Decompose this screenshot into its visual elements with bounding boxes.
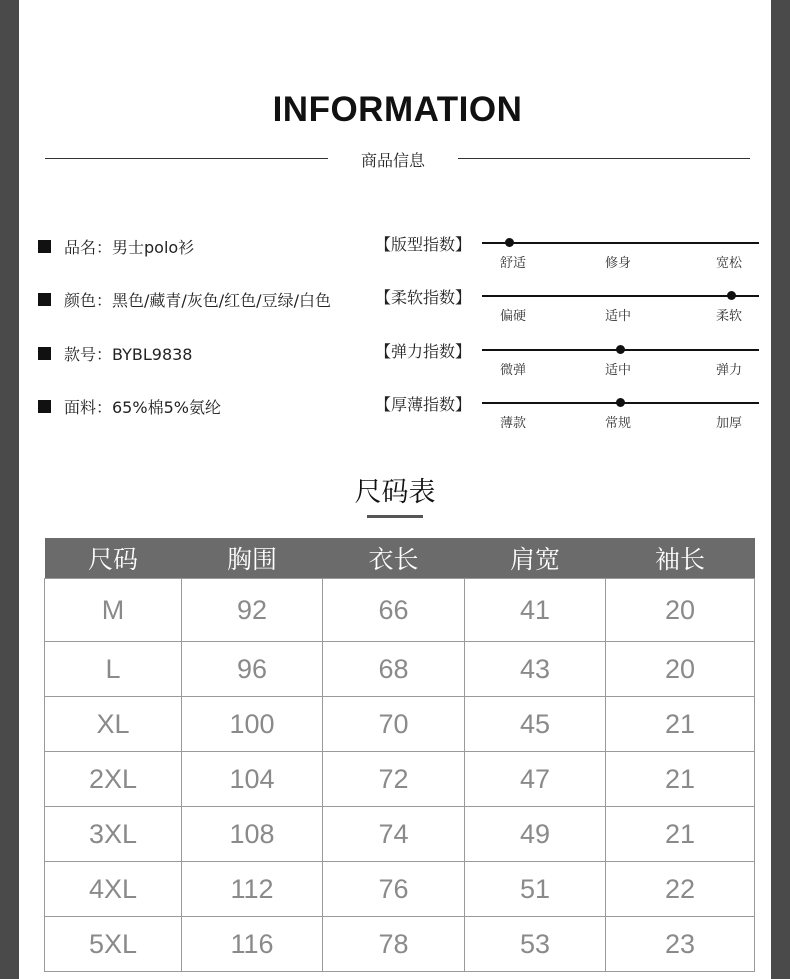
- column-header: 胸围: [182, 538, 323, 579]
- table-row: [45, 917, 755, 972]
- index-thickness: [375, 392, 759, 432]
- table-cell: 100: [182, 697, 323, 752]
- info-label: 品名：男士polo衫: [64, 238, 195, 257]
- table-cell: L: [45, 642, 182, 697]
- table-cell: 22: [606, 862, 755, 917]
- table-row: [45, 697, 755, 752]
- table-row: [45, 752, 755, 807]
- table-cell: 68: [323, 642, 465, 697]
- square-bullet-icon: [38, 240, 51, 253]
- table-cell: XL: [45, 697, 182, 752]
- table-cell: 70: [323, 697, 465, 752]
- index-tick-low: 舒适: [500, 256, 527, 271]
- table-cell: 47: [465, 752, 606, 807]
- subtitle-divider-left: [45, 158, 328, 159]
- column-header: 衣长: [323, 538, 465, 579]
- table-cell: 78: [323, 917, 465, 972]
- table-cell: 66: [323, 579, 465, 642]
- table-cell: 43: [465, 642, 606, 697]
- table-cell: 49: [465, 807, 606, 862]
- index-label: 【厚薄指数】: [375, 395, 472, 414]
- column-header: 尺码: [45, 538, 182, 579]
- subtitle-divider-right: [458, 158, 750, 159]
- table-cell: 74: [323, 807, 465, 862]
- index-tick-low: 微弹: [500, 363, 527, 378]
- index-tick-low: 薄款: [500, 416, 527, 431]
- index-marker: [616, 345, 625, 354]
- table-row: [45, 642, 755, 697]
- table-row: [45, 807, 755, 862]
- table-cell: 21: [606, 807, 755, 862]
- index-marker: [727, 291, 736, 300]
- index-tick-high: 弹力: [716, 363, 743, 378]
- table-cell: 51: [465, 862, 606, 917]
- square-bullet-icon: [38, 347, 51, 360]
- table-cell: 72: [323, 752, 465, 807]
- size-chart-title: 尺码表: [354, 477, 436, 508]
- table-cell: 5XL: [45, 917, 182, 972]
- table-cell: 41: [465, 579, 606, 642]
- index-tick-high: 加厚: [716, 416, 743, 431]
- table-cell: 112: [182, 862, 323, 917]
- size-table-header-row: [45, 538, 755, 579]
- index-tick-mid: 适中: [605, 363, 632, 378]
- square-bullet-icon: [38, 400, 51, 413]
- table-row: [45, 579, 755, 642]
- page-title: INFORMATION: [272, 90, 523, 129]
- index-label: 【柔软指数】: [375, 288, 472, 307]
- size-chart-title-underline: [367, 515, 423, 518]
- index-tick-mid: 修身: [605, 256, 632, 271]
- table-cell: 116: [182, 917, 323, 972]
- index-label: 【版型指数】: [375, 235, 472, 254]
- square-bullet-icon: [38, 293, 51, 306]
- product-info-page: [19, 0, 771, 979]
- index-tick-high: 宽松: [716, 256, 743, 271]
- table-cell: 96: [182, 642, 323, 697]
- table-cell: 104: [182, 752, 323, 807]
- index-scale-line: [482, 295, 759, 297]
- column-header: 袖长: [606, 538, 755, 579]
- table-cell: 23: [606, 917, 755, 972]
- table-cell: 4XL: [45, 862, 182, 917]
- table-cell: M: [45, 579, 182, 642]
- info-label: 颜色：黑色/藏青/灰色/红色/豆绿/白色: [64, 291, 331, 310]
- table-cell: 21: [606, 697, 755, 752]
- table-cell: 3XL: [45, 807, 182, 862]
- table-row: [45, 862, 755, 917]
- table-cell: 92: [182, 579, 323, 642]
- index-fit: [375, 232, 759, 272]
- index-marker: [616, 398, 625, 407]
- index-softness: [375, 285, 759, 325]
- table-cell: 45: [465, 697, 606, 752]
- table-cell: 108: [182, 807, 323, 862]
- index-tick-low: 偏硬: [500, 309, 527, 324]
- page-subtitle: 商品信息: [360, 151, 425, 170]
- table-cell: 76: [323, 862, 465, 917]
- info-label: 款号：BYBL9838: [64, 345, 193, 364]
- index-label: 【弹力指数】: [375, 342, 472, 361]
- subtitle-row: [45, 148, 750, 170]
- info-label: 面料：65%棉5%氨纶: [64, 398, 221, 417]
- index-tick-mid: 常规: [605, 416, 632, 431]
- table-cell: 21: [606, 752, 755, 807]
- table-cell: 20: [606, 579, 755, 642]
- column-header: 肩宽: [465, 538, 606, 579]
- index-elasticity: [375, 339, 759, 379]
- size-table: [44, 538, 755, 972]
- index-scale-line: [482, 242, 759, 244]
- index-tick-high: 柔软: [716, 309, 743, 324]
- table-cell: 20: [606, 642, 755, 697]
- table-cell: 53: [465, 917, 606, 972]
- index-marker: [505, 238, 514, 247]
- table-cell: 2XL: [45, 752, 182, 807]
- index-tick-mid: 适中: [605, 309, 632, 324]
